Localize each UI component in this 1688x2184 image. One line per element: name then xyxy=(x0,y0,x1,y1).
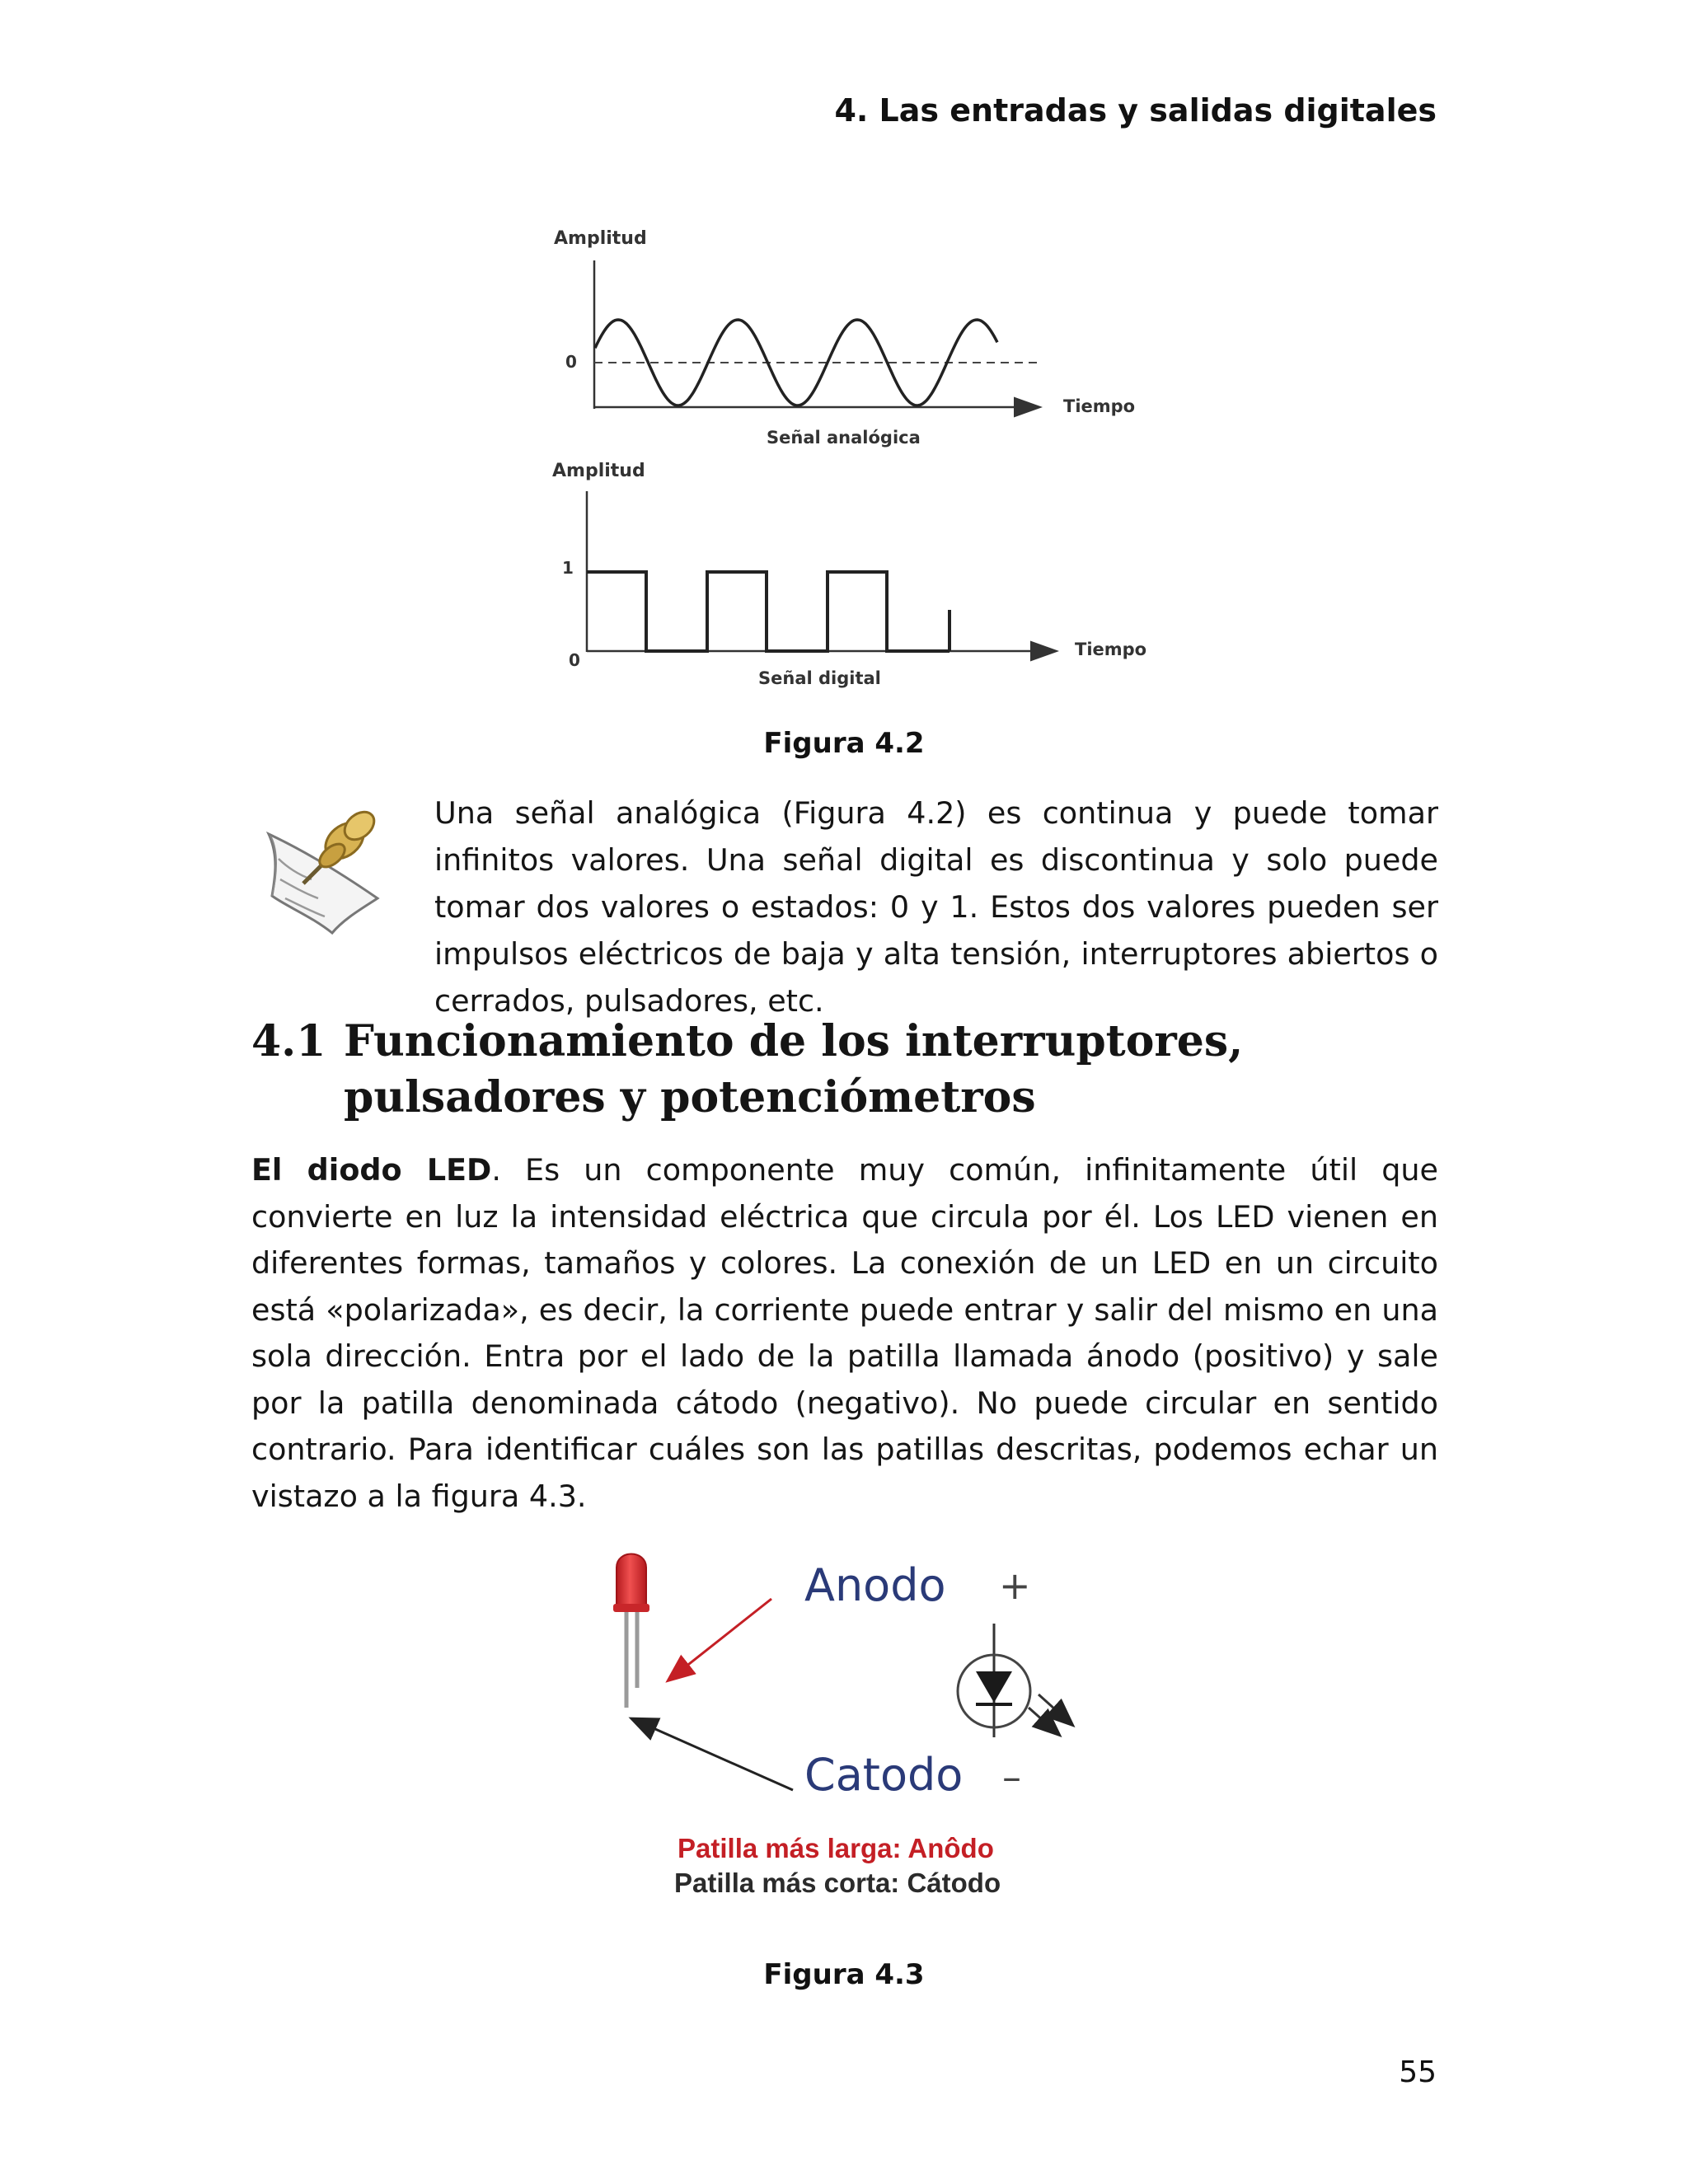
figure-4-2-caption: Figura 4.2 xyxy=(763,727,925,760)
digital-signal-plot xyxy=(552,461,1146,688)
running-header: 4. Las entradas y salidas digitales xyxy=(834,92,1437,129)
anode-arrow xyxy=(669,1599,771,1680)
cathode-label: Catodo xyxy=(804,1749,964,1801)
digital-x-axis-label: Tiempo xyxy=(1075,640,1147,659)
figure-4-3-caption: Figura 4.3 xyxy=(763,1958,925,1991)
anode-label: Anodo xyxy=(804,1559,946,1611)
led-icon xyxy=(613,1554,649,1708)
section-title xyxy=(344,1014,1415,1126)
digital-one-tick: 1 xyxy=(562,558,574,578)
body-lead: El diodo LED xyxy=(251,1152,492,1188)
pushpin-note-icon xyxy=(254,801,394,941)
analog-zero-tick: 0 xyxy=(565,352,577,372)
digital-caption: Señal digital xyxy=(758,668,881,688)
analog-x-axis-label: Tiempo xyxy=(1063,396,1136,416)
section-title-line-1: Funcionamiento de los interruptores, xyxy=(344,1016,1244,1066)
body-paragraph xyxy=(251,1147,1438,1520)
short-leg-label: Patilla más corta: Cátodo xyxy=(674,1868,1001,1898)
section-number: 4.1 xyxy=(251,1016,326,1066)
figure-4-3 xyxy=(577,1533,1121,1920)
digital-y-axis-label: Amplitud xyxy=(552,461,645,481)
cathode-arrow xyxy=(633,1719,793,1790)
digital-square-wave xyxy=(587,572,950,651)
plus-sign: + xyxy=(999,1563,1031,1608)
digital-zero-tick: 0 xyxy=(569,650,580,670)
long-leg-label: Patilla más larga: Anôdo xyxy=(678,1833,994,1863)
minus-sign: – xyxy=(1002,1755,1021,1799)
figure-4-2 xyxy=(528,214,1170,701)
analog-signal-plot xyxy=(554,228,1135,448)
page-number: 55 xyxy=(1399,2055,1437,2089)
section-title-line-2: pulsadores y potenciómetros xyxy=(344,1072,1036,1122)
note-text: Una señal analógica (Figura 4.2) es continua y puede tomar infinitos valores. Una señal digital es discontinua y solo puede tomar dos valores o estados: 0 y 1. Estos dos valores pueden ser impulsos eléctricos de baja y alta tensión, interruptores abiertos o cerrados, pulsadores, etc. xyxy=(434,795,1438,1019)
diode-symbol-icon xyxy=(958,1624,1071,1737)
analog-y-axis-label: Amplitud xyxy=(554,228,647,249)
body-text: . Es un componente muy común, infinitamente útil que convierte en luz la intensidad eléctrica que circula por él. Los LED vienen en diferentes formas, tamaños y colores. La conexión de un LED en un circuito está «polarizada», es decir, la corriente puede entrar y salir del mismo en una sola dirección. Entra por el lado de la patilla llamada ánodo (positivo) y sale por la patilla denominada cátodo (negativo). No puede circular en sentido contrario. Para identificar cuáles son las patillas descritas, podemos echar un vistazo a la figura 4.3. xyxy=(251,1152,1438,1514)
analog-caption: Señal analógica xyxy=(767,428,921,448)
